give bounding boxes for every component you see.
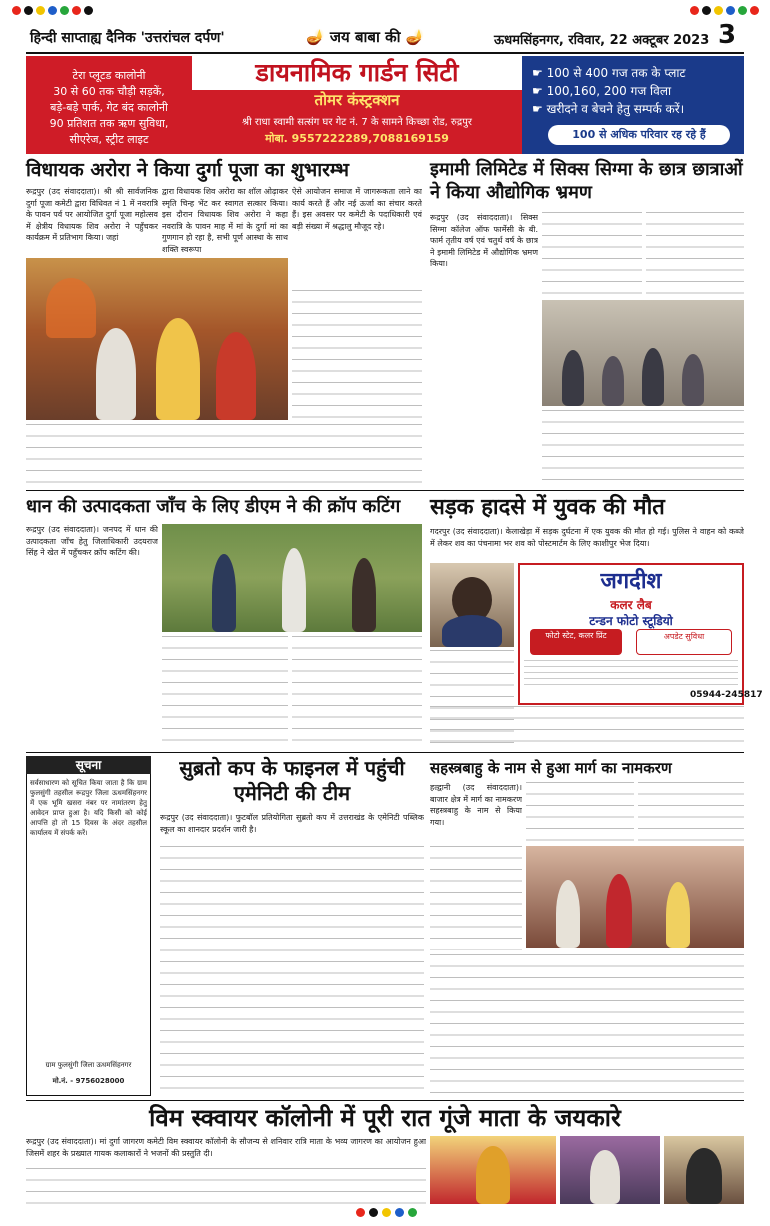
ad-title: डायनामिक गार्डन सिटी <box>192 56 522 90</box>
notice-phone: मो.नं. - 9756028000 <box>52 1077 125 1085</box>
headline-durga-puja: विधायक अरोरा ने किया दुर्गा पूजा का शुभारम्भ <box>26 159 349 181</box>
lamp-icon: 🪔 <box>405 28 425 46</box>
masthead-dateline: ऊधमसिंहनगर, रविवार, 22 अक्टूबर 2023 <box>494 33 710 48</box>
photo-road-naming <box>526 846 744 948</box>
article-emami-visit-continued <box>542 410 744 482</box>
article-road-accident-lead: गदरपुर (उद संवाददाता)। केलाखेड़ा में सड़क दुर्घटना में एक युवक की मौत हो गई। पुलिस ने वाहन को कब्जे में लेकर शव का पंचनामा भर शव को पोस्टमार्टम के लिए काशीपुर भेज दिया। <box>430 527 744 548</box>
ad-jagdish-phone: 05944-245817 <box>690 690 763 700</box>
article-road-naming-col1: हल्द्वानी (उद संवाददाता)। बाजार क्षेत्र में मार्ग का नामकरण सहस्त्रबाहु के नाम से किया गया। <box>430 783 522 827</box>
top-dots-right <box>690 6 759 15</box>
notice-text: सर्वसाधारण को सूचित किया जाता है कि ग्राम फुलसुंगी तहसील रूद्रपुर जिला ऊधमसिंहनगर में एक भूमि खसरा नंबर पर नामांतरण हेतु आवेदन प्राप्त हुआ है। यदि किसी को कोई आपत्ति हो तो 15 दिवस के अंदर तहसील कार्यालय में संपर्क करें। <box>30 779 147 837</box>
notice-signature: ग्राम फुलसुंगी जिला ऊधमसिंहनगर <box>45 1061 132 1069</box>
notice-title: सूचना <box>26 756 151 774</box>
headline-road-accident: सड़क हादसे में युवक की मौत <box>430 495 665 520</box>
masthead-motto: 🪔 जय बाबा की 🪔 <box>306 28 425 46</box>
headline-emami-visit: इमामी लिमिटेड में सिक्स सिग्मा के छात्र छात्राओं ने किया औद्योगिक भ्रमण <box>430 159 743 203</box>
article-road-naming-col2 <box>526 782 634 842</box>
ad-features-panel: टेरा प्लूटड कालोनी 30 से 60 तक चौड़ी सड़कें, बड़े-बड़े पार्क, गेट बंद कालोनी 90 प्रतिशत तक ऋण सुविधा, सीएरेज, स्ट्रीट लाइट <box>26 56 192 154</box>
article-crop-cutting-col3 <box>292 636 422 750</box>
ad-jagdish-badge1: फोटो स्टेट, कलर प्रिंट <box>530 629 622 655</box>
article-durga-puja-col3: ऐसे आयोजन समाज में जागरूकता लाने का कार्य करते हैं और नई ऊर्जा का संचार करते हैं। इस अवसर पर कमेटी के पदाधिकारी एवं बड़ी संख्या में श्रद्धालु मौजूद रहे। <box>292 187 422 231</box>
page-number: 3 <box>718 20 737 50</box>
ad-jagdish-line2: टन्डन फोटो स्टूडियो <box>589 614 673 628</box>
ad-subtitle: तोमर कंस्ट्रक्शन <box>314 91 400 109</box>
lamp-icon: 🪔 <box>306 28 325 46</box>
headline-crop-cutting: धान की उत्पादकता जाँच के लिए डीएम ने की क्रॉप कटिंग <box>26 496 401 517</box>
photo-jagran-2 <box>560 1136 660 1204</box>
photo-jagran-1 <box>430 1136 556 1204</box>
article-crop-cutting-col1: रूद्रपुर (उद संवाददाता)। जनपद में धान की उत्पादकता जाँच हेतु जिलाधिकारी उदयराज सिंह ने खेत में पहुँचकर क्रॉप कटिंग की। <box>26 525 158 557</box>
hand-pointer-icon: ☛ <box>532 84 543 98</box>
article-crop-cutting-col2 <box>162 636 288 750</box>
masthead-rule <box>26 52 744 54</box>
article-durga-puja-col1: रूद्रपुर (उद संवाददाता)। श्री श्री सार्वजनिक दुर्गा पूजा कमेटी द्वारा विधिवत नं 1 में नवरात्रि के पावन पर्व पर आयोजित दुर्गा पूजा महोत्सव में क्षेत्रीय विधायक शिव अरोरा ने पहुँचकर कार्यक्रम में प्रतिभाग किया। जहां <box>26 187 158 242</box>
article-durga-puja-col2: द्वारा विधायक शिव अरोरा का शॉल ओढ़ाकर स्मृति चिन्ह भेंट कर स्वागत सत्कार किया। इस दौरान विधायक शिव अरोरा ने कहा नवरात्रि के पावन माह में मां के दुर्गा मां का गुणगान हो रहा है, सभी पूर्ण आस्था के साथ शक्ति स्वरूपा <box>162 187 288 254</box>
headline-jagran <box>26 1103 744 1133</box>
article-emami-visit-col3 <box>646 212 744 298</box>
ad-jagdish-badge2: अपडेट सुविधा <box>636 629 732 655</box>
ad-phone: मोबा. 9557222289,7088169159 <box>265 132 449 145</box>
hand-pointer-icon: ☛ <box>532 66 543 80</box>
article-road-naming-col1-cont <box>430 846 522 950</box>
headline-road-naming: सहस्त्रबाहु के नाम से हुआ मार्ग का नामकरण <box>430 759 672 777</box>
headline-subroto-cup: सुब्रतो कप के फाइनल में पहुंची एमेनिटी की टीम <box>179 756 405 805</box>
headline-jagran-text: विम स्क्वायर कॉलोनी में पूरी रात गूंजे माता के जयकारे <box>149 1104 621 1132</box>
ad-jagdish-line1: कलर लैब <box>610 598 652 612</box>
ad-jagdish-details <box>524 660 738 686</box>
hand-pointer-icon: ☛ <box>532 102 543 116</box>
top-dots-left <box>12 6 93 15</box>
ad-jagdish-title: जगदीश <box>600 569 662 594</box>
bottom-dots <box>356 1208 417 1217</box>
article-subroto-cup-body <box>160 846 424 1096</box>
article-durga-puja-continued <box>26 424 422 484</box>
ad-families-pill: 100 से अधिक परिवार रह रहे हैं <box>548 125 730 145</box>
photo-jagran-3 <box>664 1136 744 1204</box>
photo-crop-cutting <box>162 524 422 632</box>
article-durga-puja-col3-cont <box>292 290 422 420</box>
section-divider-3 <box>26 1100 744 1101</box>
article-emami-visit-col2 <box>542 212 642 298</box>
ad-offers-panel: ☛ 100 से 400 गज तक के प्लाट ☛ 100,160, 200 गज विला ☛ खरीदने व बेचने हेतु सम्पर्क करें। <box>522 56 744 154</box>
article-road-naming-col3 <box>638 782 744 842</box>
section-divider <box>26 490 744 491</box>
photo-accident-victim <box>430 563 514 647</box>
photo-durga-puja <box>26 258 288 420</box>
article-road-accident-continued <box>430 706 744 746</box>
article-jagran-body <box>26 1168 426 1204</box>
photo-emami-visit <box>542 300 744 406</box>
section-divider-2 <box>26 752 744 753</box>
masthead-newspaper-title: हिन्दी साप्ताह्य दैनिक 'उत्तरांचल दर्पण' <box>30 30 225 46</box>
article-jagran-lead: रूद्रपुर (उद संवाददाता)। मां दुर्गा जागरण कमेटी विम स्क्वायर कॉलोनी के सौजन्य से शनिवार रात्रि माता के भव्य जागरण का आयोजन हुआ जिसमें शहर के प्रख्यात गायक कलाकारों ने भजनों की प्रस्तुति दी। <box>26 1137 426 1158</box>
article-subroto-cup-lead: रूद्रपुर (उद संवाददाता)। फुटबॉल प्रतियोगिता सुब्रतो कप में उत्तराखंड के एमेनिटी पब्लिक स्कूल का शानदार प्रदर्शन जारी है। <box>160 813 424 834</box>
ad-address: श्री राधा स्वामी सत्संग घर गेट नं. 7 के सामने किच्छा रोड, रुद्रपुर <box>242 117 472 128</box>
article-road-naming-continued <box>430 954 744 1096</box>
article-emami-visit-col1: रूद्रपुर (उद संवाददाता)। सिक्स सिग्मा कॉलेज ऑफ फार्मेसी के बी. फार्म तृतीय वर्ष एवं चतुर्थ वर्ष के छात्र ने इमामी लिमिटेड में औद्योगिक भ्रमण किया। <box>430 213 538 268</box>
